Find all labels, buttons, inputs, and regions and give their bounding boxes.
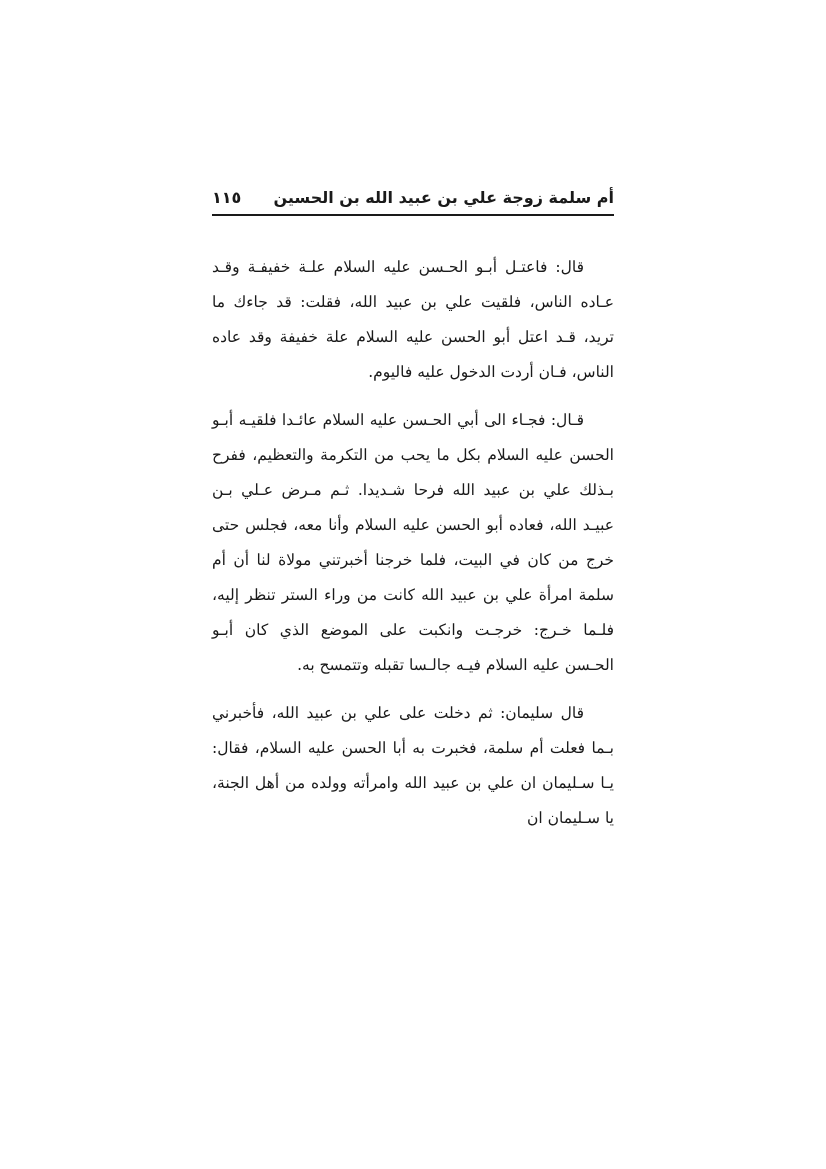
header-rule: [212, 214, 614, 216]
page-number: ١١٥: [212, 188, 242, 207]
paragraph-3: قال سليمان: ثم دخلت على علي بن عبيد الله، فأخبرني بـما فعلت أم سلمة، فخبرت به أبا الحسن عليه السلام، فقال: يـا سـليمان ان علي بن عبيد الله وامرأته وولده من أهل الجنة، يا سـليمان ان: [212, 704, 614, 827]
body-text: [212, 250, 614, 849]
page-header: [212, 186, 614, 218]
paragraph-2: قـال: فجـاء الى أبي الحـسن عليه السلام عائـدا فلقيـه أبـو الحسن عليه السلام بكل ما يحب من التكرمة والتعظيم، ففرح بـذلك علي بن عبيد الله فرحا شـديدا. ثـم مـرض عـلي بـن عبيـد الله، فعاده أبو الحسن عليه السلام وأنا معه، فجلس حتى خرج من كان في البيت، فلما خرجنا أخبرتني مولاة لنا أن أم سلمة امرأة علي بن عبيد الله كانت من وراء الستر تنظر إليه، فلـما خـرج: خرجـت وانكبت على الموضع الذي كان أبـو الحـسن عليه السلام فيـه جالـسا تقبله وتتمسح به.: [212, 411, 614, 674]
running-title: أم سلمة زوجة علي بن عبيد الله بن الحسين: [273, 188, 614, 207]
paragraph-1: قال: فاعتـل أبـو الحـسن عليه السلام علـة خفيفـة وقـد عـاده الناس، فلقيت علي بن عبيد الله، فقلت: قد جاءك ما تريد، قـد اعتل أبو الحسن عليه السلام علة خفيفة وقد عاده الناس، فـان أردت الدخول عليه فاليوم.: [212, 258, 614, 381]
